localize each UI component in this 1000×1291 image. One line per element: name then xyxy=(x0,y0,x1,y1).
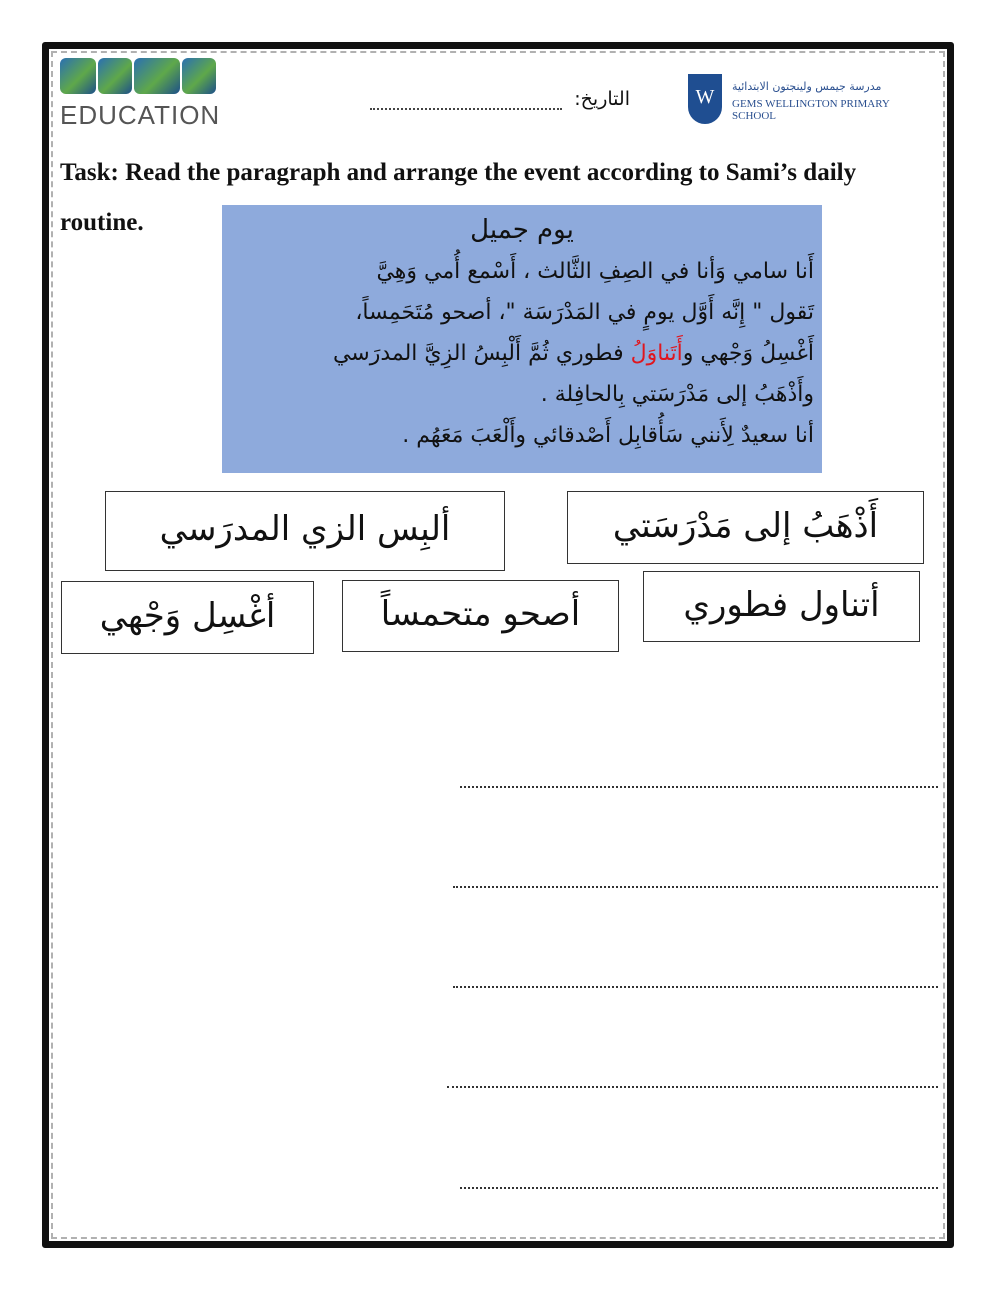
story-line-1: أَنا سامي وَأنا في الصِفِ الثَّالث ، أَسْمع أُمي وَهِيَّ xyxy=(376,259,814,284)
answer-line-4[interactable] xyxy=(447,1086,938,1088)
answer-line-2[interactable] xyxy=(453,886,938,888)
gems-education-logo xyxy=(60,58,220,128)
card-wake-up[interactable]: أصحو متحمساً xyxy=(342,580,619,652)
story-title: يوم جميل xyxy=(470,215,574,245)
story-line-5: أنا سعيدٌ لِأَنني سَأُقابِل أَصْدقائي وأَلْعَبَ مَعَهُم . xyxy=(402,423,814,448)
story-line-3-start: أَغْسِلُ وَجْهي و xyxy=(682,341,814,366)
answer-line-1[interactable] xyxy=(460,786,938,788)
date-dotted-line[interactable] xyxy=(370,108,562,110)
school-name-arabic: مدرسة جيمس ولينجتون الابتدائية xyxy=(732,80,882,93)
date-label: التاريخ: xyxy=(574,88,630,110)
answer-line-3[interactable] xyxy=(453,986,938,988)
school-logo xyxy=(688,74,918,126)
card-wash-face[interactable]: أغْسِل وَجْهي xyxy=(61,581,314,654)
highlighted-word: أَتَناوَلُ xyxy=(630,341,683,366)
school-name-english: GEMS WELLINGTON PRIMARY SCHOOL xyxy=(732,98,890,122)
card-go-to-school[interactable]: أَذْهَبُ إلى مَدْرَسَتي xyxy=(567,491,924,564)
date-field[interactable] xyxy=(370,88,630,112)
story-line-3-end: فطوري ثُمَّ أَلْبِسُ الزِيَّ المدرَسي xyxy=(332,341,631,366)
gems-wordmark xyxy=(60,58,216,94)
story-box xyxy=(222,205,822,473)
education-text: EDUCATION xyxy=(60,100,221,130)
story-line-3 xyxy=(230,333,814,374)
story-line-2: تَقول " إِنَّه أَوَّل يومٍ في المَدْرَسَة "، أصحو مُتَحَمِساً، xyxy=(355,300,814,325)
card-wear-uniform[interactable]: ألبِس الزي المدرَسي xyxy=(105,491,505,571)
story-line-4: وأَذْهَبُ إلى مَدْرَسَتي بِالحافِلة . xyxy=(540,382,814,407)
card-eat-breakfast[interactable]: أتناول فطوري xyxy=(643,571,920,642)
answer-line-5[interactable] xyxy=(460,1187,938,1189)
task-instruction: Task: Read the paragraph and arrange the event according to Sami’s daily routine. xyxy=(60,159,857,236)
school-shield-icon: W xyxy=(688,74,722,124)
